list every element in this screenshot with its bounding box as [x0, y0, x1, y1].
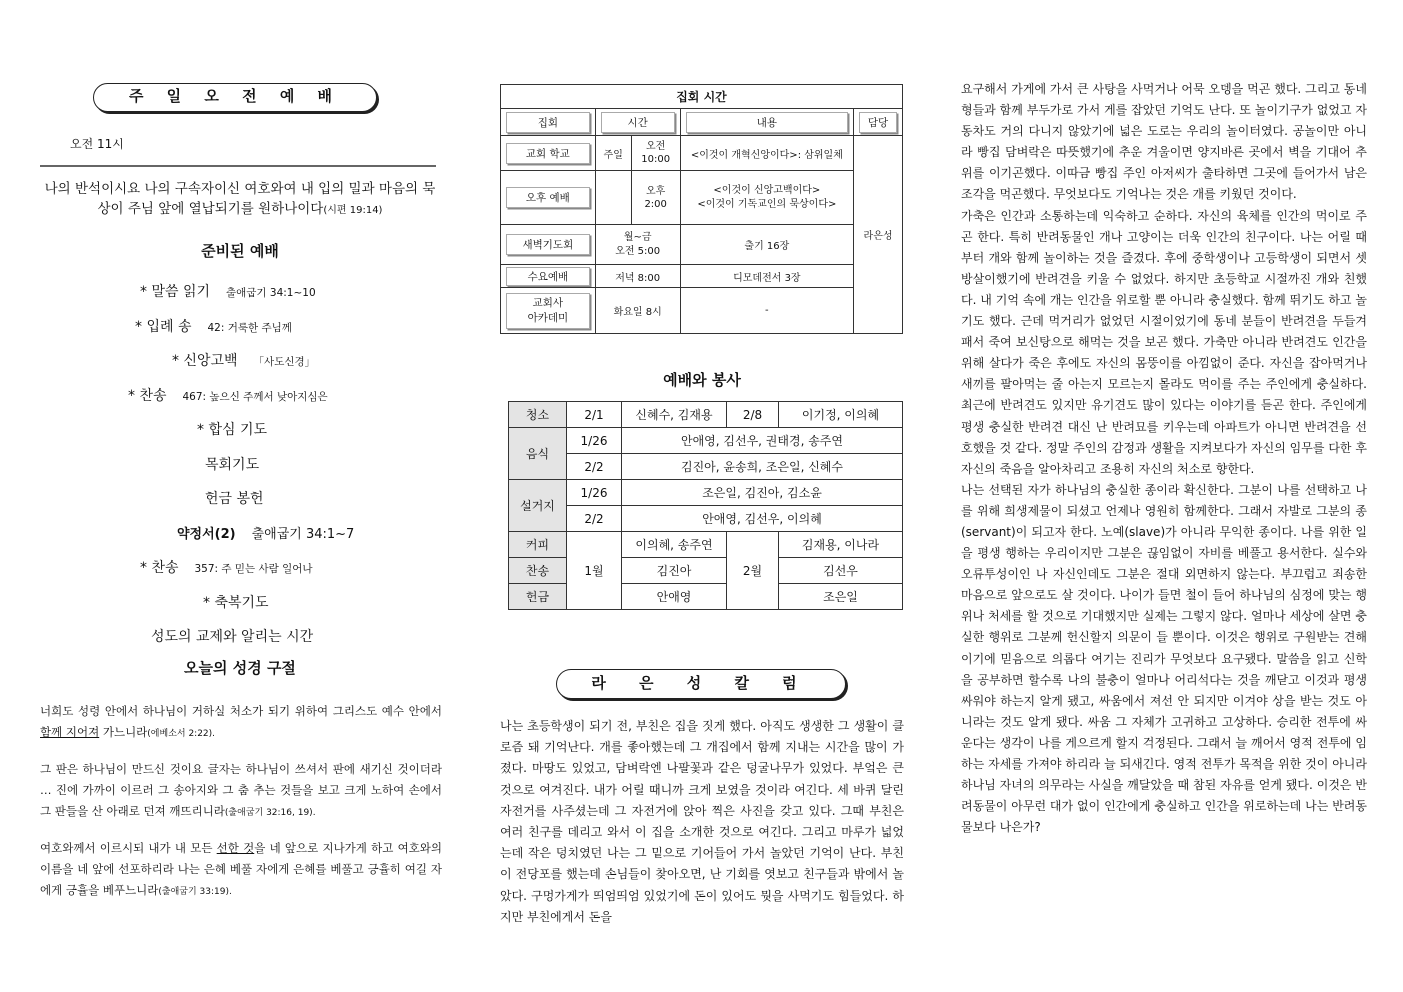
meeting-content: <이것이 신앙고백이다> <이것이 기독교인의 묵상이다> [680, 171, 853, 225]
meeting-name: 교회사 아카데미 [501, 288, 596, 334]
service-heading: 예배와 봉사 [663, 371, 741, 389]
verse-paragraph: 그 판은 하나님이 만드신 것이요 글자는 하나님이 쓰셔서 판에 새기신 것이더라 … 진에 가까이 이르러 그 송아지와 그 춤 추는 것들을 보고 크게 노하여 손에서 그 판들을 산 아래로 던져 깨뜨리니라(출애굽기 32:16, 19). [40, 761, 442, 818]
duty-label: 설거지 [509, 480, 567, 532]
order-item: 목회기도 [205, 456, 260, 473]
meeting-content: 디모데전서 3장 [680, 265, 853, 288]
duty-label: 커피 [509, 532, 567, 558]
order-item: * 찬송 467: 높으신 주께서 낮아지심은 [128, 387, 328, 404]
column-body-part1: 나는 초등학생이 되기 전, 부친은 집을 짓게 했다. 아직도 생생한 그 생활이 클로즘 돼 기억난다. 개를 좋아했는데 그 개집에서 함께 지내는 시간을 많이 가졌다. 마땅도 있었고, 담벼락엔 나팔꽃과 같은 덩굴나무가 있었다. 부엌은 큰 것으로 여겨진다. 내가 어릴 때니까 크게 보였을 것이라 여긴다. 세 바퀴 달린 자전거를 사주셨는데 그 자전거에 앉아 찍은 사진을 갖고 있다. 그때 부친은 여러 친구를 데리고 와서 이 집을 소개한 것으로 여긴다. 그리고 마루가 넓었는데 작은 덩치였던 나는 그 밑으로 기어들어 가서 놀았던 기억이 난다. 부친이 전당포를 했는데 손님들이 찾아오면, 난 기회를 엿보고 친구들과 밖에서 놀았다. 구멍가게가 띄엄띄엄 있었기에 돈이 있어도 뭣을 사먹기도 힘들었다. 하지만 부친에게서 돈을 [500, 719, 904, 924]
order-item: * 신앙고백 「사도신경」 [172, 353, 316, 369]
today-verse-heading: 오늘의 성경 구절 [184, 658, 296, 677]
order-item: 성도의 교제와 알리는 시간 [151, 629, 314, 645]
call-verse-ref: (시편 19:14) [323, 205, 383, 216]
order-item: * 축복기도 [203, 594, 269, 611]
service-title: 주 일 오 전 예 배 [93, 83, 377, 112]
col-header: 내용 [680, 109, 853, 136]
meeting-name: 교회 학교 [501, 136, 596, 171]
column-title: 라 은 성 칼 럼 [556, 669, 846, 699]
duty-label: 찬송 [509, 558, 567, 584]
meeting-time: 월~금 오전 5:00 [595, 225, 680, 265]
duty-label: 음식 [509, 428, 567, 480]
order-item: * 합심 기도 [197, 422, 267, 438]
col-header: 담당 [854, 109, 903, 136]
order-item: 헌금 봉헌 [205, 491, 264, 507]
order-item: 약정서(2) 출애굽기 34:1~7 [177, 526, 355, 542]
col-header: 시간 [595, 109, 680, 136]
order-item: * 말씀 읽기 출애굽기 34:1~10 [140, 284, 316, 300]
meeting-leader: 라은성 [854, 136, 903, 334]
meeting-content: 출기 16장 [680, 225, 853, 265]
order-heading: 준비된 예배 [201, 242, 279, 260]
col-header: 집회 [501, 109, 596, 136]
meeting-time: 오후 2:00 [595, 171, 680, 225]
order-item: * 찬송 357: 주 믿는 사람 일어나 [140, 560, 313, 576]
duty-label: 헌금 [509, 584, 567, 610]
meeting-content: <이것이 개혁신앙이다>: 삼위일체 [680, 136, 853, 171]
meeting-time: 화요일 8시 [595, 288, 680, 334]
service-time: 오전 11시 [70, 137, 124, 151]
meeting-time: 저녁 8:00 [595, 265, 680, 288]
worship-order [40, 275, 440, 655]
divider [40, 165, 436, 167]
middle-column [500, 84, 904, 928]
meeting-name: 오후 예배 [501, 171, 596, 225]
call-to-worship-verse [40, 179, 440, 221]
meeting-name: 수요예배 [501, 265, 596, 288]
meeting-content: - [680, 288, 853, 334]
meeting-name: 새벽기도회 [501, 225, 596, 265]
call-verse-text: 나의 반석이시요 나의 구속자이신 여호와여 내 입의 밀과 마음의 묵상이 주님 앞에 열납되기를 원하나이다 [44, 181, 436, 217]
left-column [40, 83, 443, 903]
column-body-paragraph: 요구해서 가게에 가서 큰 사탕을 사먹거나 어묵 오뎅을 먹곤 했다. 그리고 동네 형들과 함께 부두가로 가서 게를 잡았던 기억도 난다. 또 놀이기구가 없었고 자동차도 거의 다니지 않았기에 넓은 도로는 우리의 놀이터였다. 공놀이만 아니라 빵집 담벼락은 따뜻했기에 추운 겨울이면 양지바른 곳에서 벽을 기대어 추위를 이기곤했다. 이따금 빵집 주인 아저씨가 출타하면 그곳에 들어가서 남은 조각을 먹곤했다. 무엇보다도 기억나는 것은 개를 키웠던 것이다. [961, 82, 1367, 202]
column-body-paragraph: 가축은 인간과 소통하는데 익숙하고 순하다. 자신의 육체를 인간의 먹이로 주곤 한다. 특히 반려동물인 개나 고양이는 더욱 인간의 친구이다. 나는 어릴 때부터 개와 함께 놀이하는 것을 즐겼다. 후에 중학생이나 고등학생이 되면서 셋방살이했기에 반려견을 키울 수 없었다. 하지만 초등학교 시절까진 개와 친했다. 내 기억 속에 개는 인간을 위로할 뿐 아니라 충실했다. 함께 뛰기도 하고 놀기도 했다. 근데 먹거리가 없었던 시절이었기에 동네 분들이 반려견을 두들겨 패서 죽여 보신탕으로 해먹는 것을 보곤 했다. 가축만 아니라 반려견도 인간을 위해 살다가 죽은 후에도 자신의 몸뚱이를 아낌없이 준다. 자신을 잡아먹거나 새끼를 팔아먹는 줄 아는지 모르는지 몰라도 먹이를 주는 주인에게 충실하다. 최근에 반려견도 있지만 유기견도 많이 있다는 이야기를 듣곤 한다. 주인에게 평생 충실한 반려견 대신 난 반려묘를 키우는데 아파트가 아니면 반려견을 선호했을 것 같다. 정말 주인의 감정과 생활을 지켜보다가 자신의 임무를 다한 후 자신의 죽음을 알아차리고 조용히 자신의 처소로 향한다. [961, 208, 1367, 476]
order-item: * 입례 송 42: 거룩한 주님께 [135, 318, 292, 335]
verse-paragraph: 너희도 성령 안에서 하나님이 거하실 처소가 되기 위하여 그리스도 예수 안에서 함께 지어져 가느니라(에베소서 2:22). [40, 703, 442, 739]
duty-label: 청소 [509, 402, 567, 428]
right-column [961, 79, 1367, 838]
verse-paragraph: 여호와께서 이르시되 내가 내 모든 선한 것을 네 앞으로 지나가게 하고 여호와의 이름을 네 앞에 선포하리라 나는 은혜 베풀 자에게 은혜를 베풀고 긍휼히 여길 자에게 긍휼을 베푸느니라(출애굽기 33:19). [40, 840, 443, 897]
meeting-table-title: 집회 시간 [501, 85, 903, 109]
meeting-time: 주일 오전 10:00 [595, 136, 680, 171]
column-body-paragraph: 나는 선택된 자가 하나님의 충실한 종이라 확신한다. 그분이 나를 선택하고 나를 위해 희생제물이 되셨고 언제나 영원히 함께한다. 그래서 자발로 그분의 종(servant)이 되고자 한다. 노예(slave)가 아니라 무익한 종이다. 나를 위한 일을 평생 행하는 우리이지만 그분은 끊임없이 자비를 베풀고 용서한다. 실수와 오류투성이인 나 자신인데도 그분은 절대 외면하지 않는다. 부끄럽고 죄송한 마음으로 앞으로도 살 것이다. 나이가 들면 철이 들어 하나님의 심정에 맞는 행위나 처세를 할 것으로 기대했지만 실제는 그렇지 않다. 얼마나 세상에 살면 충실한 행위로 그분께 헌신할지 의문이 들 뿐이다. 이것은 행위로 구원받는 견해이기에 믿음으로 의롭다 여기는 진리가 무엇보다 요구됐다. 말씀을 읽고 신학을 공부하면 할수록 나의 불충이 얼마나 어리석다는 것을 깨닫고 이것과 평생 싸워야 하는지 알게 됐고, 싸움에서 져선 안 되지만 이겨야 상을 받는 것도 아니라는 것도 알게 됐다. 싸움 그 자체가 고귀하고 고상하다. 승리한 전투에 싸운다는 생각이 나를 게으르게 할지 걱정된다. 그래서 늘 깨어서 영적 전투에 임하는 자세를 가져야 하리라 늘 되새긴다. 영적 전투가 목적을 위한 것이 아니라 하나님 자녀의 의무라는 사실을 깨달았을 때 참된 자유를 얻게 됐다. 이것은 반려동물이 아무런 대가 없이 인간에게 충실하고 인간을 위로하는데 나는 반려동물보다 나은가? [961, 482, 1367, 835]
meeting-schedule-table [500, 84, 903, 334]
service-duty-table: 청소 2/1 신혜수, 김재용 2/8 이기정, 이의혜 음식 1/26 안애영, 김선우, 권태경, 송주연 2/2 김진아, 윤송희, 조은일, 신혜수 설거지 1/26 조은일, 김진아, 김소윤 2/2 안애영, 김선우, 이의혜 커피 1월 이의혜, 송주연 2월 김재용, 이나라 찬송 김진아 김선우 헌금 안애영 조은일 [508, 401, 903, 610]
